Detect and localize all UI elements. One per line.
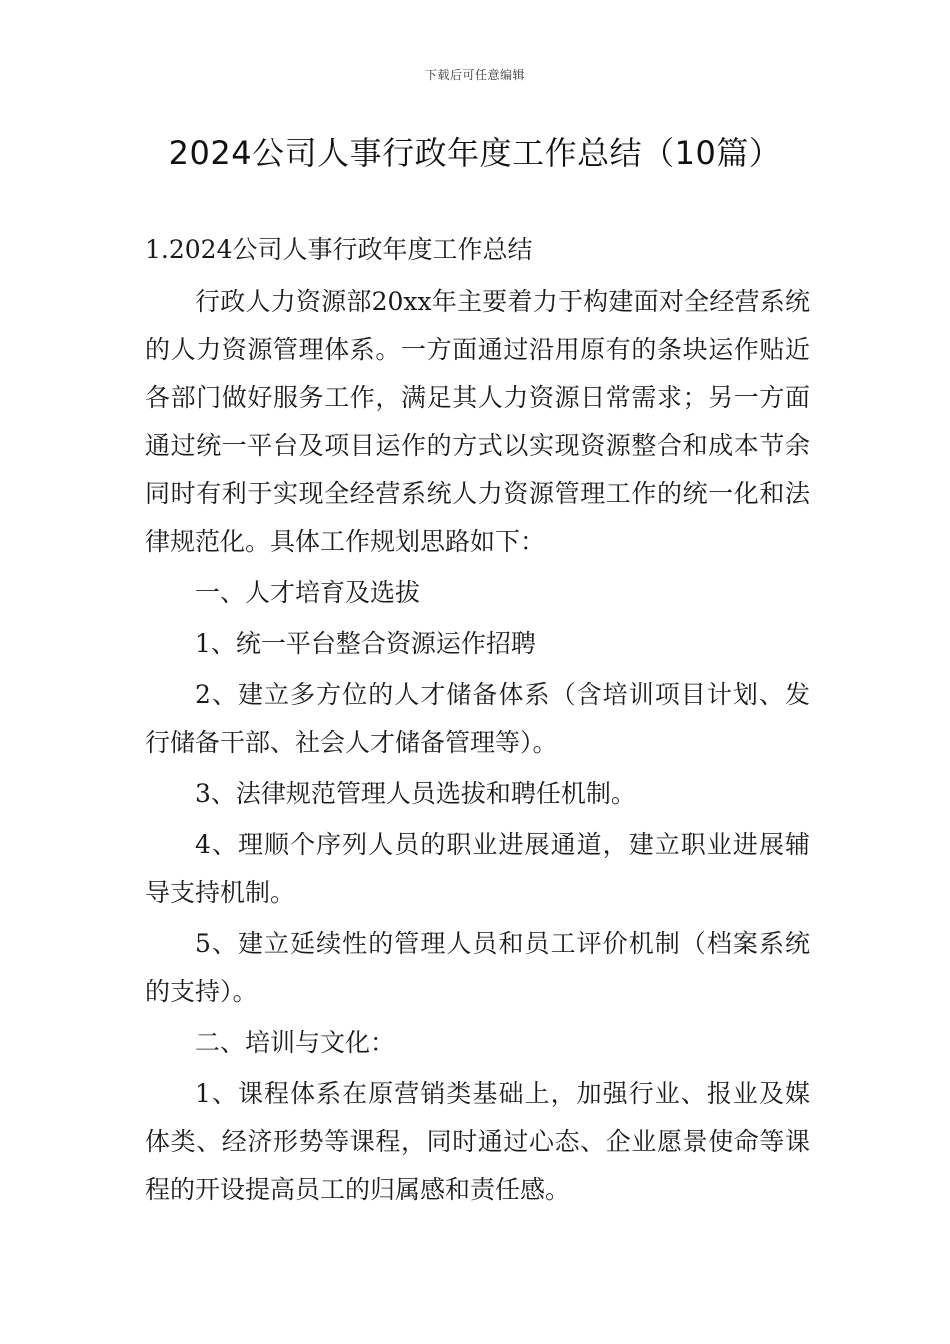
list-item: 1、课程体系在原营销类基础上，加强行业、报业及媒体类、经济形势等课程，同时通过心态、企业愿景使命等课程的开设提高员工的归属感和责任感。 [145, 1079, 810, 1204]
section-heading: 一、人才培育及选拔 [195, 578, 421, 607]
section-title: 1.2024公司人事行政年度工作总结 [145, 235, 533, 264]
section-heading: 二、培训与文化： [195, 1028, 396, 1057]
list-item: 1、统一平台整合资源运作招聘 [195, 629, 536, 658]
document-title: 2024公司人事行政年度工作总结（10篇） [168, 134, 782, 172]
list-item: 3、法律规范管理人员选拔和聘任机制。 [195, 779, 636, 808]
body-paragraph: 行政人力资源部20xx年主要着力于构建面对全经营系统的人力资源管理体系。一方面通过沿用原有的条块运作贴近各部门做好服务工作，满足其人力资源日常需求；另一方面通过统一平台及项目运作的方式以实现资源整合和成本节余同时有利于实现全经营系统人力资源管理工作的统一化和法律规范化。具体工作规划思路如下： [145, 287, 810, 556]
document-body [145, 226, 810, 1214]
list-item: 4、理顺个序列人员的职业进展通道，建立职业进展辅导支持机制。 [145, 830, 810, 907]
list-item: 2、建立多方位的人才储备体系（含培训项目计划、发行储备干部、社会人才储备管理等）。 [145, 680, 810, 757]
header-note: 下载后可任意编辑 [424, 68, 525, 82]
list-item: 5、建立延续性的管理人员和员工评价机制（档案系统的支持）。 [145, 929, 810, 1006]
